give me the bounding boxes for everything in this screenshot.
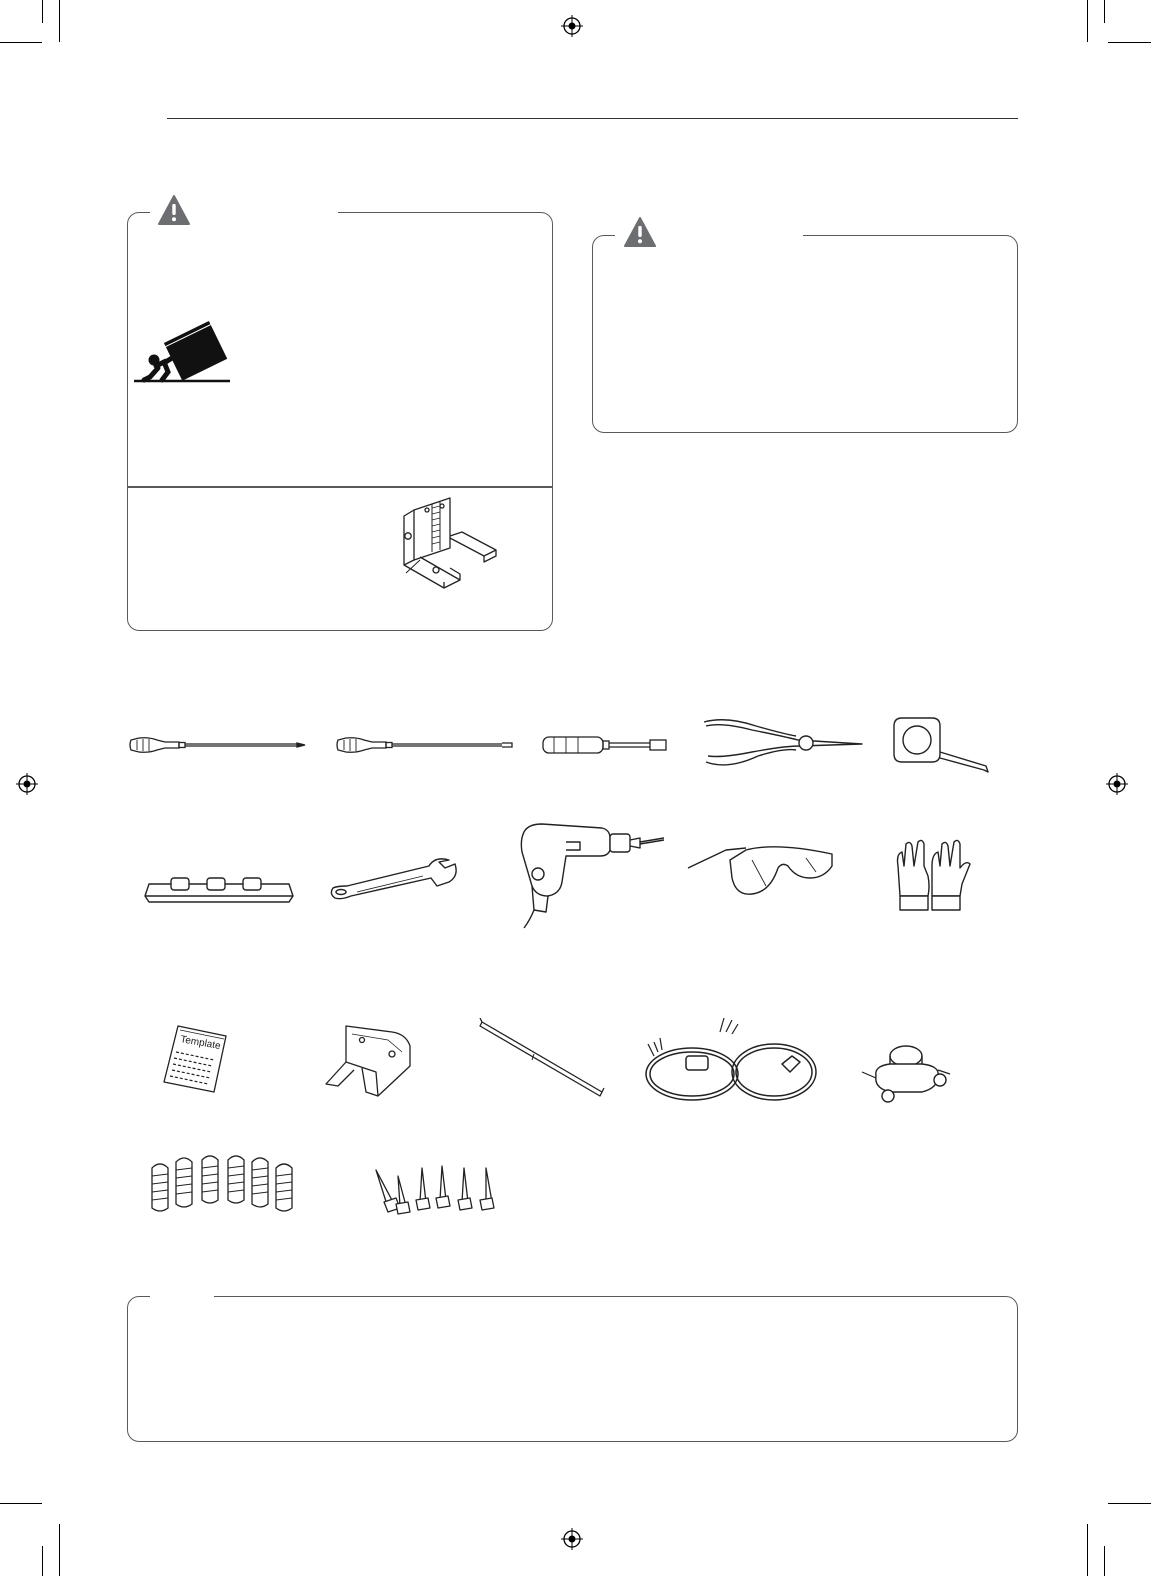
safety-glasses-icon <box>686 838 836 908</box>
gloves-icon <box>892 836 972 914</box>
registration-mark-icon <box>1106 773 1128 795</box>
nut-driver-icon <box>540 731 670 759</box>
note-box <box>127 1296 1018 1442</box>
adjustable-wrench-icon <box>327 858 467 904</box>
warning-box-right <box>592 235 1018 433</box>
power-cord-icon <box>640 1016 820 1106</box>
tip-over-hazard-icon <box>134 316 230 384</box>
rear-strip-icon <box>478 1018 606 1098</box>
anti-tip-bracket-icon <box>384 490 500 590</box>
registration-mark-icon <box>16 773 38 795</box>
registration-mark-icon <box>561 1528 583 1550</box>
electric-drill-icon <box>518 822 666 930</box>
anti-tip-bracket-part-icon <box>322 1022 416 1098</box>
registration-mark-icon <box>561 15 583 37</box>
strain-relief-icon <box>860 1040 952 1110</box>
level-icon <box>143 874 295 908</box>
warning-triangle-icon <box>623 216 657 248</box>
wall-anchors-icon <box>146 1154 298 1216</box>
tape-measure-icon <box>890 714 994 774</box>
header-rule <box>167 118 1018 119</box>
template-label: Template <box>179 1034 222 1053</box>
warning-box-divider <box>127 486 553 488</box>
phillips-screwdriver-icon <box>127 731 309 759</box>
flat-screwdriver-icon <box>334 731 516 759</box>
template-sheet-icon <box>160 1024 230 1094</box>
warning-triangle-icon <box>157 194 191 226</box>
wood-screws-icon <box>370 1162 510 1218</box>
needle-nose-pliers-icon <box>702 716 866 774</box>
